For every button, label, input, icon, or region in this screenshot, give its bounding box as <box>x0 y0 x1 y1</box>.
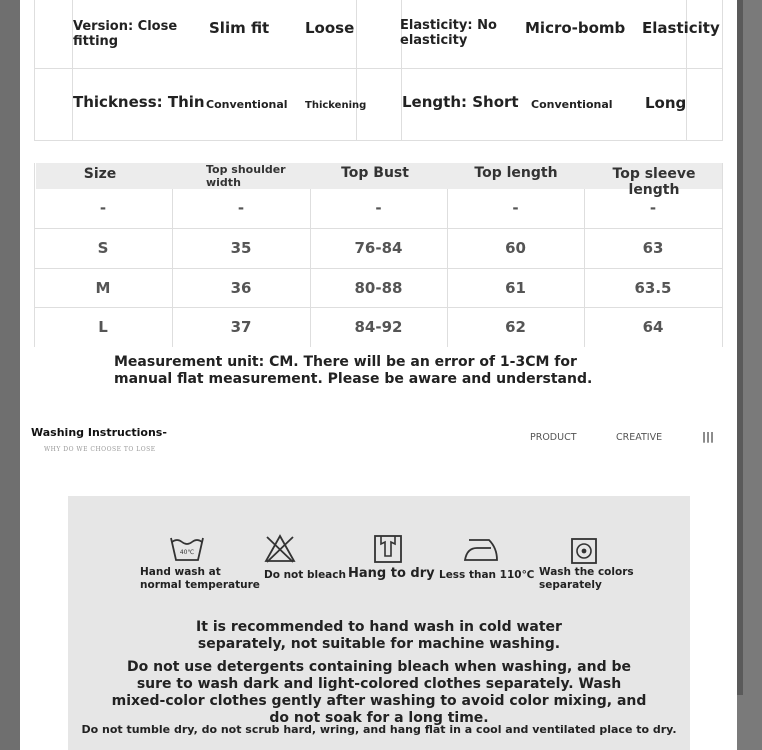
scrollbar-thumb[interactable] <box>737 0 743 695</box>
table-divider <box>34 268 722 269</box>
attr-thickening: Thickening <box>305 100 367 111</box>
attr-conventional: Conventional <box>206 98 288 111</box>
attr-elasticity-label: Elasticity: No elasticity <box>400 18 497 48</box>
nav-creative[interactable]: CREATIVE <box>616 432 663 443</box>
table-cell: - <box>237 199 245 217</box>
table-cell: 63.5 <box>634 279 672 297</box>
table-cell: L <box>98 318 108 336</box>
product-detail-page <box>20 0 737 750</box>
table-header-bust: Top Bust <box>341 165 409 181</box>
attr-divider <box>34 140 722 141</box>
table-cell: - <box>649 199 657 217</box>
table-cell: 62 <box>505 318 526 336</box>
attr-long: Long <box>645 94 687 112</box>
attr-micro-bomb: Micro-bomb <box>525 19 626 37</box>
table-cell: 35 <box>230 239 252 257</box>
no-bleach-label: Do not bleach <box>264 569 346 581</box>
attr-conventional-2: Conventional <box>531 98 613 111</box>
hand-wash-icon <box>168 534 206 568</box>
attr-elasticity: Elasticity <box>642 19 720 37</box>
washing-paragraph-3: Do not tumble dry, do not scrub hard, wring, and hang flat in a cool and ventilated place to dry. <box>81 723 677 736</box>
measurement-note: Measurement unit: CM. There will be an error of 1-3CM for manual flat measurement. Please be aware and understand. <box>114 354 593 387</box>
attr-loose: Loose <box>305 19 355 37</box>
attr-divider <box>34 68 722 69</box>
table-cell: 76-84 <box>354 239 403 257</box>
nav-product[interactable]: PRODUCT <box>530 432 577 443</box>
table-header-sleeve: Top sleeve length <box>612 166 696 198</box>
table-cell: 80-88 <box>354 279 403 297</box>
no-bleach-icon <box>264 534 296 568</box>
attr-version: Version: Close fitting <box>73 19 178 49</box>
table-cell: 36 <box>230 279 252 297</box>
hand-wash-label: Hand wash at normal temperature <box>140 566 260 591</box>
table-divider <box>34 307 722 308</box>
table-cell: 61 <box>505 279 526 297</box>
attr-slim-fit: Slim fit <box>209 19 270 37</box>
washing-subtitle: WHY DO WE CHOOSE TO LOSE <box>44 446 156 453</box>
table-cell: 37 <box>230 318 252 336</box>
table-header-length: Top length <box>474 165 558 181</box>
iron-icon <box>463 536 499 568</box>
wash-separately-label: Wash the colors separately <box>539 566 634 591</box>
table-header-size: Size <box>83 166 117 182</box>
table-cell: 84-92 <box>354 318 403 336</box>
table-cell: S <box>97 239 109 257</box>
table-cell: 64 <box>642 318 664 336</box>
attr-divider <box>356 0 357 141</box>
menu-icon[interactable]: ||| <box>702 430 715 443</box>
washing-paragraph-2: Do not use detergents containing bleach when washing, and be sure to wash dark and light-colored clothes separately. Wash mixed-color clothes gently after washing to avoid color mixing, and do not soak for a long time. <box>111 659 647 726</box>
hand-wash-temp: 40℃ <box>179 549 195 556</box>
attr-length: Length: Short <box>402 93 519 111</box>
attr-divider <box>722 0 723 141</box>
washing-paragraph-1: It is recommended to hand wash in cold water separately, not suitable for machine washing. <box>196 619 562 652</box>
attr-divider <box>34 0 35 141</box>
table-cell: 63 <box>642 239 664 257</box>
table-divider <box>34 228 722 229</box>
table-cell: 60 <box>505 239 526 257</box>
wash-separately-icon <box>570 537 598 569</box>
table-cell: - <box>512 199 519 217</box>
attr-thickness: Thickness: Thin <box>73 93 205 111</box>
iron-label: Less than 110℃ <box>439 569 535 581</box>
washing-title: Washing Instructions- <box>31 426 167 439</box>
table-cell: M <box>95 279 111 297</box>
table-divider <box>722 163 723 347</box>
hang-dry-icon <box>373 534 403 568</box>
table-header-shoulder: Top shoulder width <box>206 163 286 189</box>
table-cell: - <box>99 199 107 217</box>
hang-dry-label: Hang to dry <box>348 566 435 581</box>
washing-panel <box>68 496 690 750</box>
table-cell: - <box>375 199 382 217</box>
